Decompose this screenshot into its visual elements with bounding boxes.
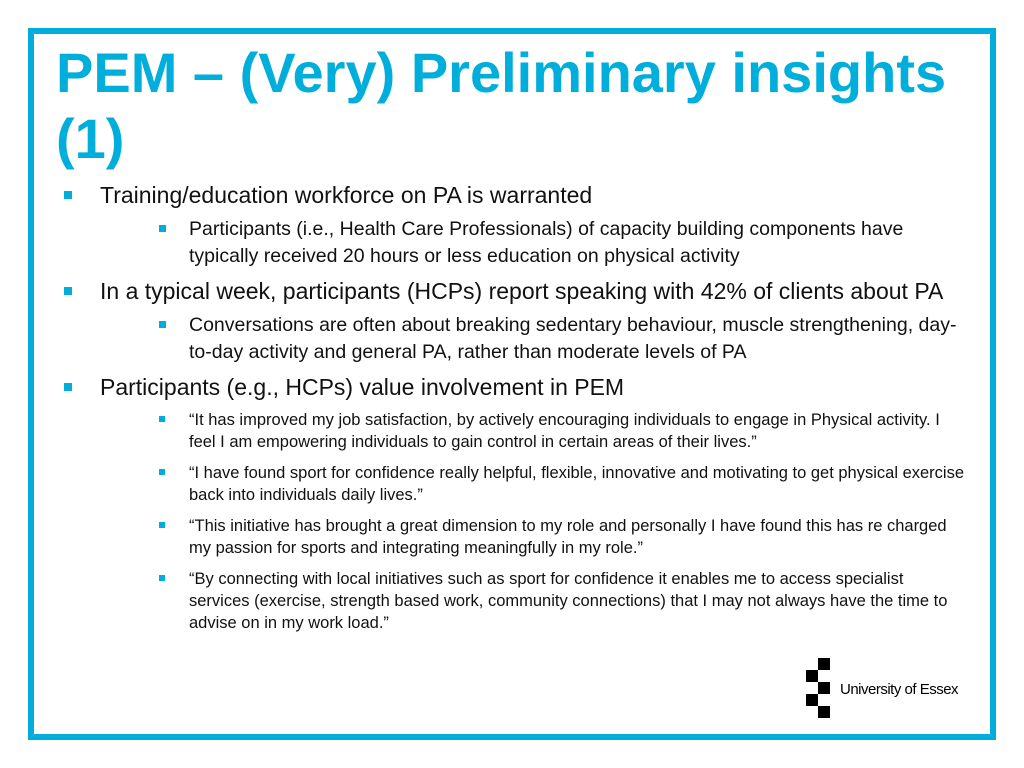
quote-item — [100, 515, 966, 559]
slide-content — [56, 180, 966, 634]
sub-bullet-marker-icon — [159, 321, 166, 328]
quote-list — [100, 409, 966, 634]
quote-item — [100, 462, 966, 506]
university-logo — [806, 656, 986, 720]
quote-text: “By connecting with local initiatives such as sport for confidence it enables me to access specialist services (exercise, strength based work, community connections) that I may not always have the time to advise on in my work load.” — [189, 570, 948, 632]
university-wordmark: University of Essex — [840, 681, 959, 698]
sub-bullet-text: Conversations are often about breaking sedentary behaviour, muscle strengthening, day-to-day activity and general PA, rather than moderate levels of PA — [189, 314, 957, 363]
quote-text: “This initiative has brought a great dimension to my role and personally I have found this has re charged my passion for sports and integrating meaningfully in my role.” — [189, 517, 947, 557]
sub-bullet-marker-icon — [159, 416, 165, 422]
bullet-list — [56, 180, 966, 634]
sub-bullet-item — [100, 312, 966, 366]
quote-item — [100, 409, 966, 453]
bullet-text: In a typical week, participants (HCPs) report speaking with 42% of clients about PA — [100, 278, 944, 304]
quote-text: “It has improved my job satisfaction, by actively encouraging individuals to engage in Physical activity. I feel I am empowering individuals to gain control in certain areas of their lives.” — [189, 411, 940, 451]
quote-item — [100, 568, 966, 634]
bullet-item — [56, 276, 966, 366]
sub-bullet-item — [100, 216, 966, 270]
bullet-item — [56, 372, 966, 634]
bullet-marker-icon — [64, 191, 72, 199]
sub-bullet-marker-icon — [159, 575, 165, 581]
sub-bullet-marker-icon — [159, 225, 166, 232]
sub-bullet-marker-icon — [159, 522, 165, 528]
bullet-text: Participants (e.g., HCPs) value involvement in PEM — [100, 374, 625, 400]
bullet-text: Training/education workforce on PA is warranted — [100, 182, 593, 208]
bullet-item — [56, 180, 966, 270]
slide-title: PEM – (Very) Preliminary insights (1) — [56, 41, 947, 170]
sub-bullet-list — [100, 216, 966, 270]
sub-bullet-list — [100, 312, 966, 366]
sub-bullet-text: Participants (i.e., Health Care Professionals) of capacity building components have typically received 20 hours or less education on physical activity — [189, 218, 904, 267]
bullet-marker-icon — [64, 287, 72, 295]
bullet-marker-icon — [64, 383, 72, 391]
quote-text: “I have found sport for confidence really helpful, flexible, innovative and motivating to get physical exercise back into individuals daily lives.” — [189, 464, 965, 504]
sub-bullet-marker-icon — [159, 469, 165, 475]
